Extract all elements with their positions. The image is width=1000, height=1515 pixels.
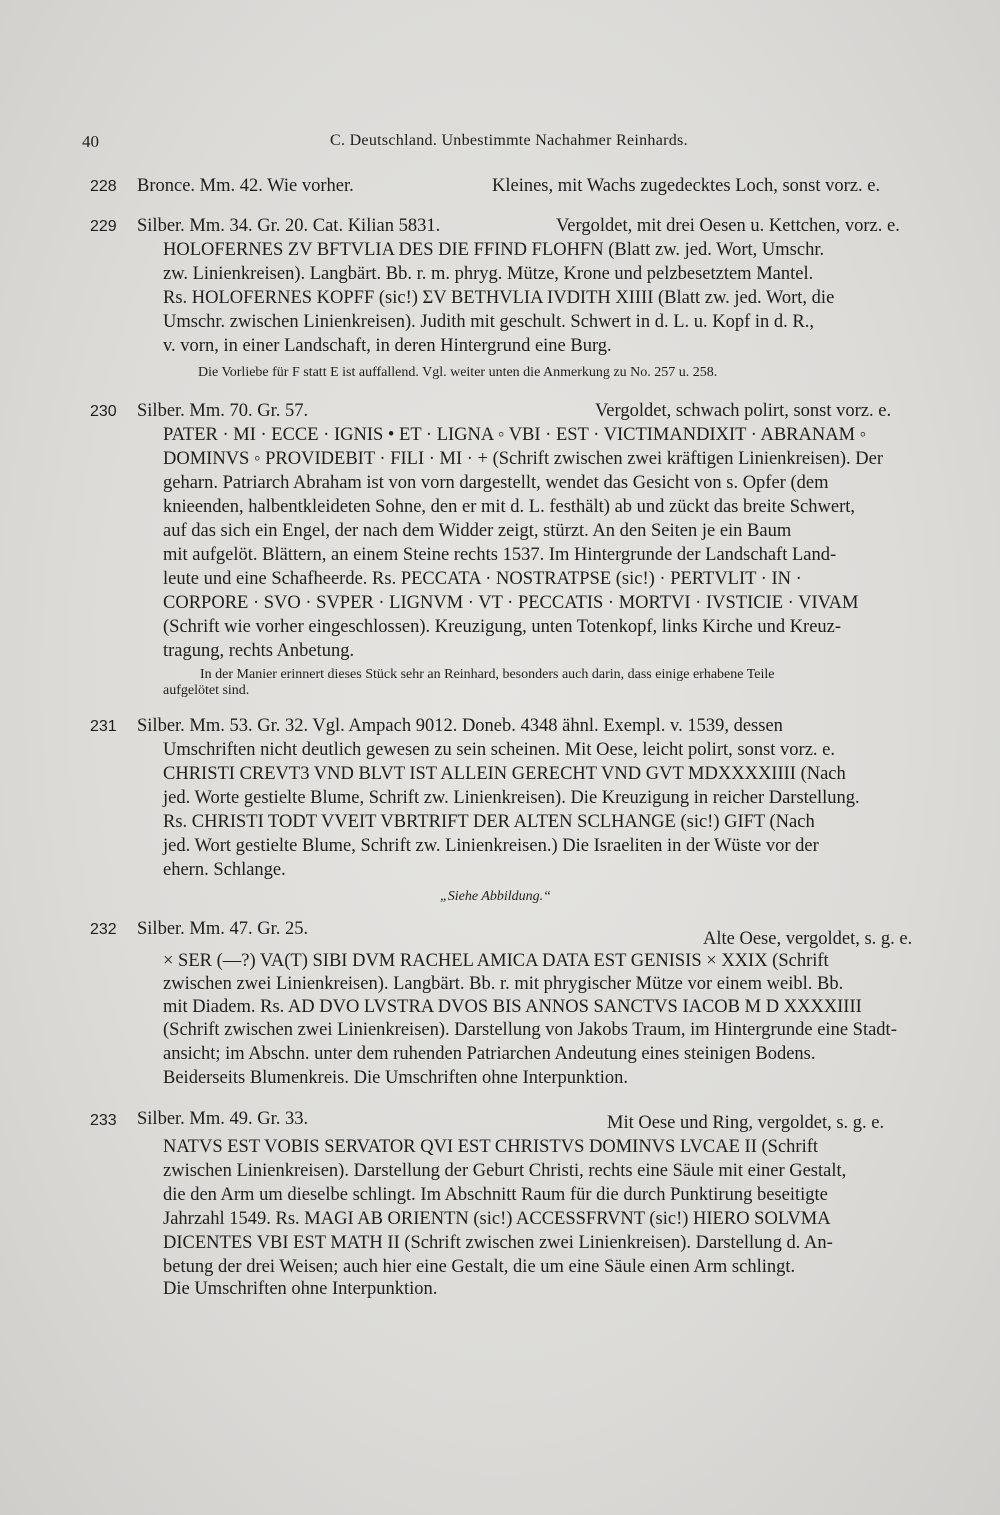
entry-line: jed. Worte gestielte Blume, Schrift zw. Linienkreisen). Die Kreuzigung in reicher Darstellung. bbox=[163, 788, 860, 808]
entry-line: (Schrift wie vorher eingeschlossen). Kreuzigung, unten Totenkopf, links Kirche und Kreuz- bbox=[163, 617, 842, 637]
running-title: C. Deutschland. Unbestimmte Nachahmer Reinhards. bbox=[330, 132, 688, 149]
entry-line: DICENTES VBI EST MATH II (Schrift zwischen zwei Linienkreisen). Darstellung d. An- bbox=[163, 1233, 833, 1253]
entry-line: jed. Wort gestielte Blume, Schrift zw. Linienkreisen.) Die Israeliten in der Wüste vor der bbox=[163, 836, 819, 856]
entry-line: Rs. CHRISTI TODT VVEIT VBRTRIFT DER ALTEN SCLHANGE (sic!) GIFT (Nach bbox=[163, 812, 815, 832]
entry-number: 233 bbox=[90, 1112, 117, 1129]
figure-caption: „Siehe Abbildung.“ bbox=[440, 889, 551, 904]
entry-condition: Vergoldet, schwach polirt, sonst vorz. e. bbox=[595, 401, 892, 421]
entry-condition: Vergoldet, mit drei Oesen u. Kettchen, vorz. e. bbox=[556, 216, 900, 236]
entry-line: mit aufgelöt. Blättern, an einem Steine rechts 1537. Im Hintergrunde der Landschaft Land- bbox=[163, 545, 837, 565]
entry-line: knieenden, halbentkleideten Sohne, den er mit d. L. festhält) ab und zückt das breite Schwert, bbox=[163, 497, 855, 517]
entry-line: Umschr. zwischen Linienkreisen). Judith mit geschult. Schwert in d. L. u. Kopf in d. R., bbox=[163, 312, 814, 332]
entry-line: CORPORE · SVO · SVPER · LIGNVM · VT · PECCATIS · MORTVI · IVSTICIE · VIVAM bbox=[163, 593, 859, 613]
entry-condition: Alte Oese, vergoldet, s. g. e. bbox=[703, 929, 913, 949]
entry-number: 229 bbox=[90, 218, 117, 235]
page-header bbox=[82, 132, 940, 156]
entry-line: PATER · MI · ECCE · IGNIS • ET · LIGNA ◦ VBI · EST · VICTIMANDIXIT · ABRANAM ◦ bbox=[163, 425, 867, 445]
entry-line: Silber. Mm. 49. Gr. 33. bbox=[137, 1109, 309, 1129]
entry-line: zwischen zwei Linienkreisen). Langbärt. Bb. r. mit phrygischer Mütze vor einem weibl. Bb. bbox=[163, 974, 844, 994]
entry-line: CHRISTI CREVT3 VND BLVT IST ALLEIN GERECHT VND GVT MDXXXXIIII (Nach bbox=[163, 764, 846, 784]
entry-line: Die Umschriften ohne Interpunktion. bbox=[163, 1279, 438, 1299]
entry-line: auf das sich ein Engel, der nach dem Widder zeigt, stürzt. An den Seiten je ein Baum bbox=[163, 521, 792, 541]
entry-condition: Mit Oese und Ring, vergoldet, s. g. e. bbox=[607, 1113, 885, 1133]
entry-number: 232 bbox=[90, 921, 117, 938]
entry-line: ehern. Schlange. bbox=[163, 860, 286, 880]
entry-condition: Kleines, mit Wachs zugedecktes Loch, sonst vorz. e. bbox=[492, 176, 881, 196]
entry-line: Umschriften nicht deutlich gewesen zu sein scheinen. Mit Oese, leicht polirt, sonst vorz. e. bbox=[163, 740, 835, 760]
entry-line: Bronce. Mm. 42. Wie vorher. bbox=[137, 176, 354, 196]
entry-line: Silber. Mm. 70. Gr. 57. bbox=[137, 401, 309, 421]
entry-line: Silber. Mm. 53. Gr. 32. Vgl. Ampach 9012. Doneb. 4348 ähnl. Exempl. v. 1539, dessen bbox=[137, 716, 783, 736]
entry-line: NATVS EST VOBIS SERVATOR QVI EST CHRISTVS DOMINVS LVCAE II (Schrift bbox=[163, 1137, 819, 1157]
entry-line: (Schrift zwischen zwei Linienkreisen). Darstellung von Jakobs Traum, im Hintergrunde eine Stadt- bbox=[163, 1020, 897, 1040]
page-number: 40 bbox=[82, 132, 99, 151]
entry-line: zwischen Linienkreisen). Darstellung der Geburt Christi, rechts eine Säule mit einer Gestalt, bbox=[163, 1161, 847, 1181]
entry-line: betung der drei Weisen; auch hier eine Gestalt, die um eine Säule einen Arm schlingt. bbox=[163, 1257, 796, 1277]
entry-line: Rs. HOLOFERNES KOPFF (sic!) ƩV BETHVLIA IVDITH XIIII (Blatt zw. jed. Wort, die bbox=[163, 288, 835, 308]
entry-line: leute und eine Schafheerde. Rs. PECCATA · NOSTRATPSE (sic!) · PERTVLIT · IN · bbox=[163, 569, 802, 589]
entry-number: 230 bbox=[90, 403, 117, 420]
entry-line: Jahrzahl 1549. Rs. MAGI AB ORIENTN (sic!) ACCESSFRVNT (sic!) HIERO SOLVMA bbox=[163, 1209, 831, 1229]
entry-note: Die Vorliebe für F statt E ist auffallend. Vgl. weiter unten die Anmerkung zu No. 257 u. 258. bbox=[198, 365, 718, 380]
entry-line: ansicht; im Abschn. unter dem ruhenden Patriarchen Andeutung eines steinigen Bodens. bbox=[163, 1044, 816, 1064]
entry-line: Beiderseits Blumenkreis. Die Umschriften ohne Interpunktion. bbox=[163, 1068, 628, 1088]
entry-line: zw. Linienkreisen). Langbärt. Bb. r. m. phryg. Mütze, Krone und pelzbesetztem Mantel. bbox=[163, 264, 814, 284]
entry-line: × SER (—?) VA(T) SIBI DVM RACHEL AMICA DATA EST GENISIS × XXIX (Schrift bbox=[163, 951, 829, 971]
entry-line: DOMINVS ◦ PROVIDEBIT · FILI · MI · + (Schrift zwischen zwei kräftigen Linienkreisen). Der bbox=[163, 449, 883, 469]
entry-line: v. vorn, in einer Landschaft, in deren Hintergrund eine Burg. bbox=[163, 336, 612, 356]
entry-line: geharn. Patriarch Abraham ist von vorn dargestellt, wendet das Gesicht von s. Opfer (dem bbox=[163, 473, 829, 493]
entry-line: die den Arm um dieselbe schlingt. Im Abschnitt Raum für die durch Punktirung beseitigte bbox=[163, 1185, 828, 1205]
entry-number: 231 bbox=[90, 718, 117, 735]
entry-number: 228 bbox=[90, 178, 117, 195]
entry-line: Silber. Mm. 47. Gr. 25. bbox=[137, 919, 309, 939]
entry-note: In der Manier erinnert dieses Stück sehr an Reinhard, besonders auch darin, dass einige erhabene Teile bbox=[200, 667, 775, 682]
entry-line: HOLOFERNES ZV BFTVLIA DES DIE FFIND FLOHFN (Blatt zw. jed. Wort, Umschr. bbox=[163, 240, 825, 260]
entry-line: Silber. Mm. 34. Gr. 20. Cat. Kilian 5831. bbox=[137, 216, 441, 236]
entry-line: tragung, rechts Anbetung. bbox=[163, 641, 355, 661]
entry-note: aufgelötet sind. bbox=[163, 683, 250, 698]
entry-line: mit Diadem. Rs. AD DVO LVSTRA DVOS BIS ANNOS SANCTVS IACOB M D XXXXIIII bbox=[163, 997, 862, 1017]
